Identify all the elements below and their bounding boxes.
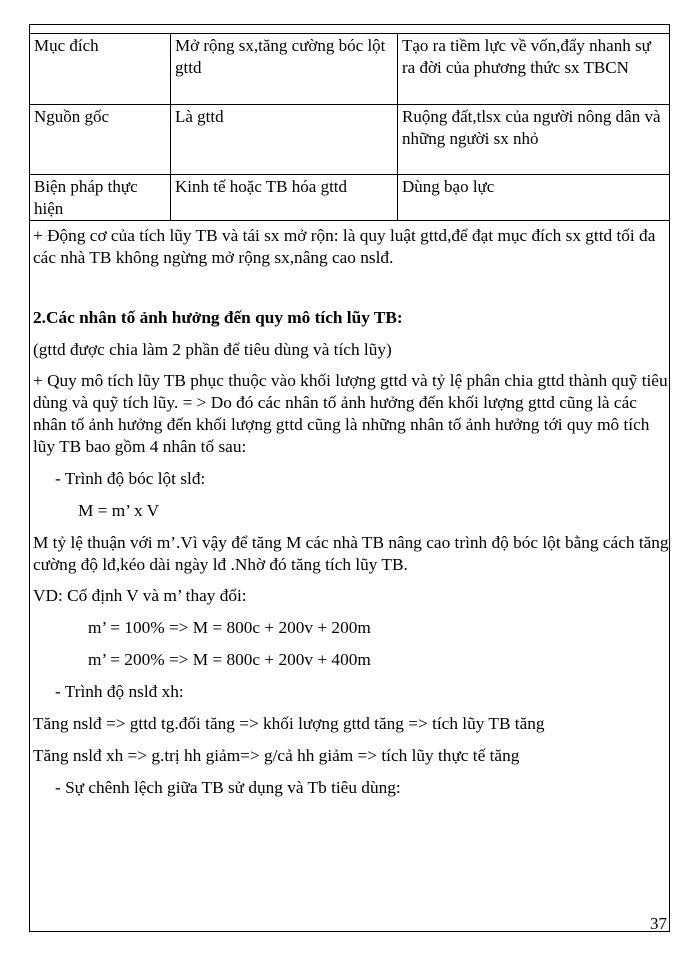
table-cell: Mở rộng sx,tăng cường bóc lột gttd	[171, 34, 398, 105]
table-cell: Kinh tế hoặc TB hóa gttd	[171, 175, 398, 221]
paragraph: + Động cơ của tích lũy TB và tái sx mở rộn: là quy luật gttd,để đạt mục đích sx gttd tối đa các nhà TB không ngừng mở rộng sx,nâng cao nslđ.	[33, 226, 656, 267]
paragraph: (gttd được chia làm 2 phần để tiêu dùng và tích lũy)	[33, 340, 392, 359]
example-line: m’ = 100% => M = 800c + 200v + 200m	[88, 618, 371, 637]
table-cell: Dùng bạo lực	[398, 175, 670, 221]
table-cell: Là gttd	[171, 105, 398, 175]
table-cell: Tạo ra tiềm lực về vốn,đẩy nhanh sự ra đời của phương thức sx TBCN	[398, 34, 670, 105]
paragraph: M tỷ lệ thuận với m’.Vì vậy để tăng M các nhà TB nâng cao trình độ bóc lột bằng cách tăng cường độ lđ,kéo dài ngày lđ .Nhờ đó tăng tích lũy TB.	[33, 533, 669, 574]
body-content	[33, 225, 669, 799]
bullet-item: - Trình độ nslđ xh:	[55, 682, 184, 701]
row-label: Biện pháp thực hiện	[30, 175, 171, 221]
example-line: m’ = 200% => M = 800c + 200v + 400m	[88, 650, 371, 669]
paragraph: Tăng nslđ xh => g.trị hh giảm=> g/cả hh giảm => tích lũy thực tế tăng	[33, 746, 520, 765]
page-number: 37	[650, 914, 667, 933]
paragraph: + Quy mô tích lũy TB phục thuộc vào khối lượng gttd và tỷ lệ phân chia gttd thành quỹ tiêu dùng và quỹ tích lũy. = > Do đó các nhân tố ảnh hưởng đến khối lượng gttd cũng là các nhân tố ảnh hưởng đến khối lượng gttd cũng là những nhân tố ảnh hưởng tới quy mô tích lũy TB bao gồm 4 nhân tố sau:	[33, 371, 668, 456]
comparison-table	[29, 33, 670, 221]
row-label: Nguồn gốc	[30, 105, 171, 175]
paragraph: Tăng nslđ => gttd tg.đối tăng => khối lượng gttd tăng => tích lũy TB tăng	[33, 714, 545, 733]
table-row	[30, 105, 670, 175]
bullet-item: - Sự chênh lệch giữa TB sử dụng và Tb tiêu dùng:	[55, 778, 401, 797]
table-row	[30, 175, 670, 221]
bullet-item: - Trình độ bóc lột slđ:	[55, 469, 206, 488]
paragraph: VD: Cố định V và m’ thay đổi:	[33, 586, 247, 605]
row-label: Mục đích	[30, 34, 171, 105]
section-heading: 2.Các nhân tố ảnh hưởng đến quy mô tích lũy TB:	[33, 308, 403, 327]
formula: M = m’ x V	[78, 501, 160, 520]
spacer	[33, 269, 669, 307]
table-cell: Ruộng đất,tlsx của người nông dân và những người sx nhỏ	[398, 105, 670, 175]
table-row	[30, 34, 670, 105]
